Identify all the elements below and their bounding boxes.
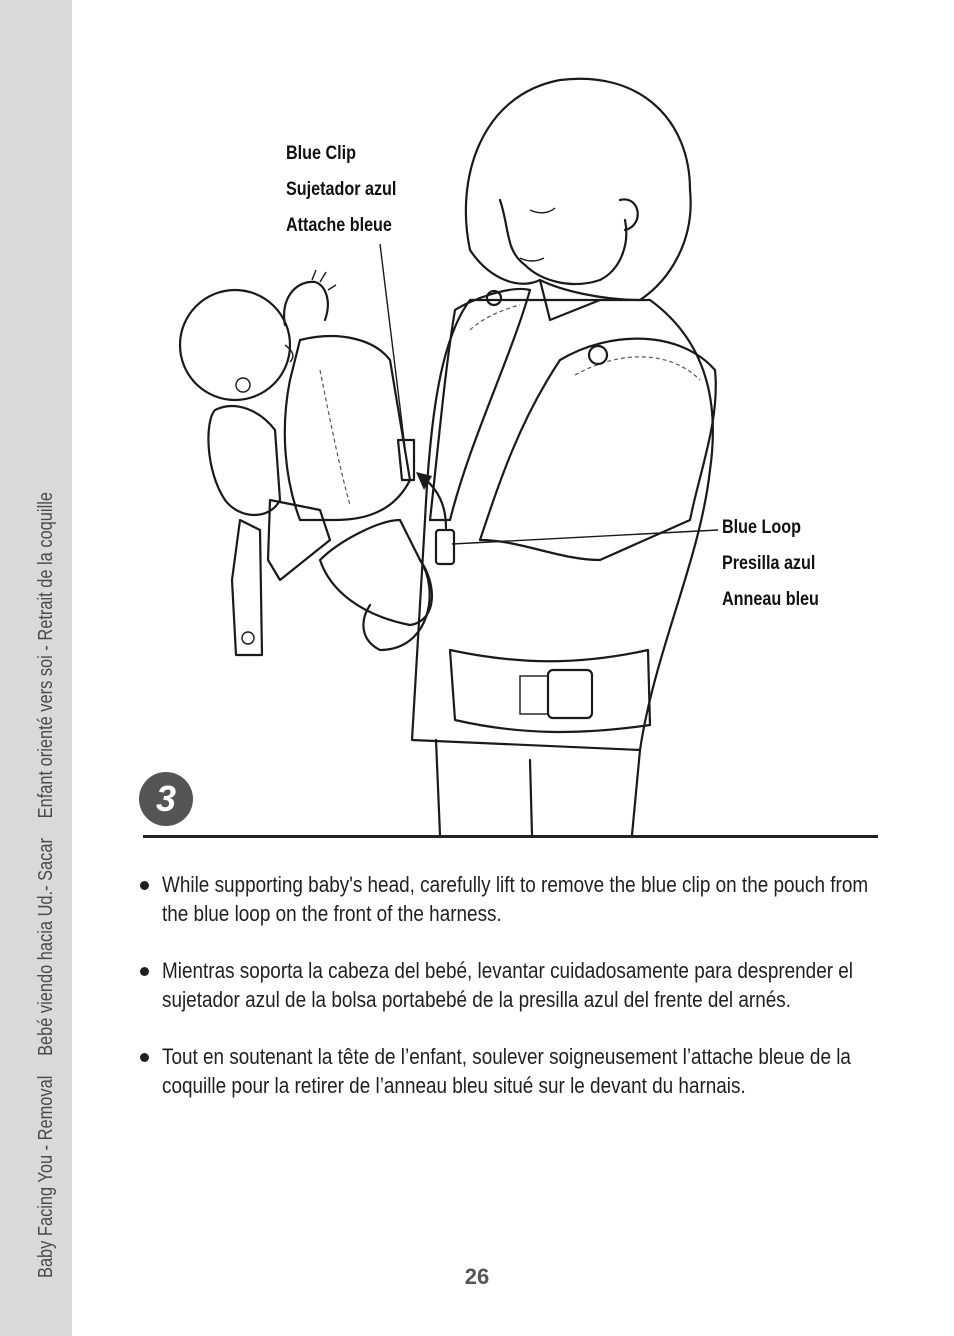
bullet-icon [140, 967, 149, 976]
step-number-badge: 3 [139, 772, 193, 826]
callout-loop-fr: Anneau bleu [722, 589, 819, 610]
carrier-pouch [285, 336, 410, 520]
harness-right-strap [480, 339, 716, 560]
callout-loop-en: Blue Loop [722, 517, 801, 538]
belt-buckle [548, 670, 592, 718]
loop-leader-line [452, 530, 718, 544]
instruction-text: While supporting baby's head, carefully lift to remove the blue clip on the pouch from the blue loop on the front of the harness. [162, 872, 869, 926]
blue-loop [436, 530, 454, 564]
waist-belt [450, 650, 650, 732]
clip-leader-line [380, 244, 405, 448]
page-number: 26 [464, 1264, 490, 1289]
blue-clip-callout [286, 136, 396, 244]
pouch-strap-hanging [232, 520, 262, 655]
harness-snap-right [589, 346, 607, 364]
sidebar-title-english: Baby Facing You - Removal [35, 1075, 57, 1278]
adult-hair [466, 79, 691, 300]
adult-torso [412, 300, 713, 750]
callout-clip-en: Blue Clip [286, 143, 356, 164]
sidebar-title-french: Enfant orienté vers soi - Retrait de la coquille [35, 492, 57, 819]
instruction-list [140, 870, 880, 1128]
instruction-item-english [140, 870, 880, 928]
baby-raised-arm [284, 282, 328, 325]
sidebar-section-titles [36, 492, 56, 1278]
adult-face [500, 200, 626, 284]
callout-loop-es: Presilla azul [722, 553, 816, 574]
bullet-icon [140, 1053, 149, 1062]
callout-clip-fr: Attache bleue [286, 215, 392, 236]
instruction-item-french [140, 1042, 880, 1100]
adult-ear [620, 199, 638, 230]
instruction-item-spanish [140, 956, 880, 1014]
adult-hand-head [208, 406, 280, 515]
baby-head [180, 290, 290, 400]
sidebar-band [0, 0, 72, 1336]
sidebar-title-spanish: Bebé viendo hacia Ud.- Sacar [35, 838, 57, 1056]
pouch-flap [268, 500, 330, 580]
bullet-icon [140, 881, 149, 890]
section-divider [143, 835, 878, 838]
instruction-text: Mientras soporta la cabeza del bebé, levantar cuidadosamente para desprender el sujetador azul de la bolsa portabebé de la presilla azul del frente del arnés. [162, 958, 854, 1012]
adult-hand-bottom [320, 520, 432, 625]
callout-clip-es: Sujetador azul [286, 179, 397, 200]
instruction-text: Tout en soutenant la tête de l’enfant, soulever soigneusement l’attache bleue de la coquille pour la retirer de l’anneau bleu situé sur le devant du harnais. [162, 1044, 851, 1098]
carrier-illustration [140, 60, 880, 840]
harness-left-strap [430, 289, 530, 520]
blue-loop-callout [722, 510, 819, 618]
